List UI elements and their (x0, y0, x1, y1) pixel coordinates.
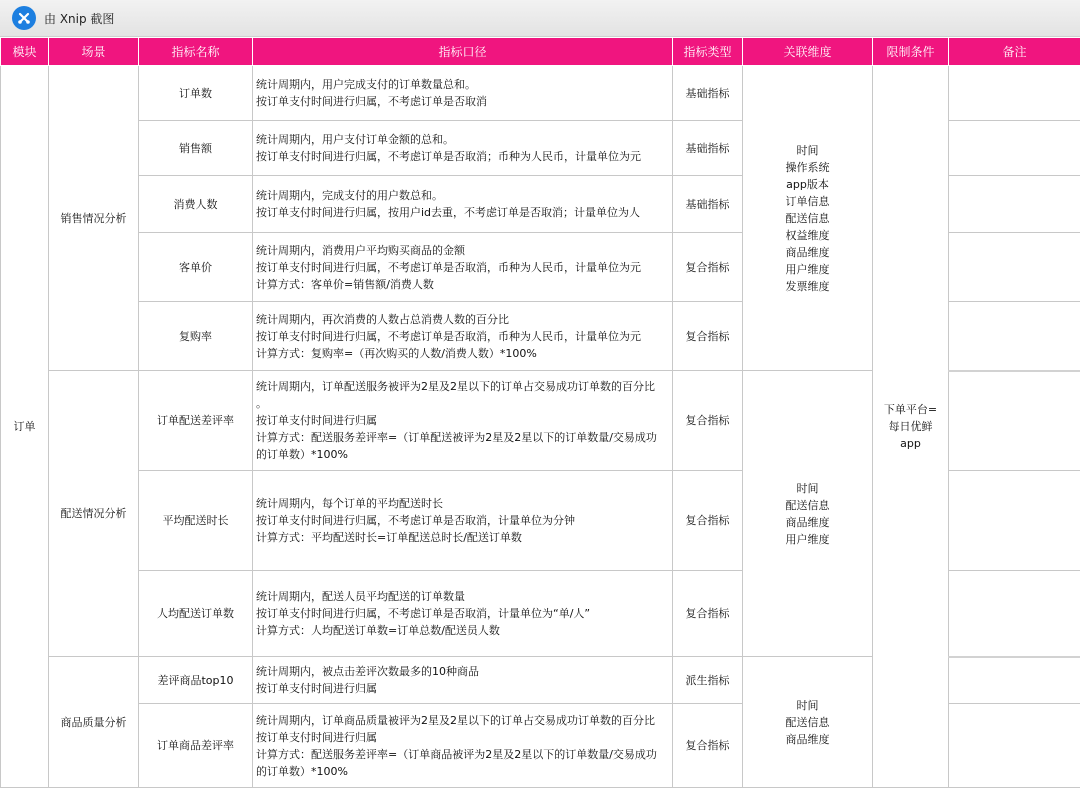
definition-line: 按订单支付时间进行归属 (256, 682, 377, 695)
definition-line: 统计周期内，每个订单的平均配送时长 (256, 497, 443, 510)
metric-definition (253, 176, 673, 233)
dimensions-cell (743, 371, 873, 657)
note-cell[interactable] (949, 176, 1080, 233)
definition-line: 按订单支付时间进行归属，不考虑订单是否取消，币种为人民币，计量单位为元 (256, 260, 641, 274)
dimension-item: 配送信息 (785, 498, 830, 512)
metrics-table (0, 37, 1080, 788)
metric-name: 人均配送订单数 (139, 571, 253, 657)
note-cell[interactable] (949, 571, 1080, 657)
definition-line: 的订单数）*100% (256, 764, 348, 778)
note-cell[interactable] (949, 657, 1080, 704)
metric-type: 复合指标 (673, 302, 743, 371)
definition-line: 统计周期内，订单配送服务被评为2星及2星以下的订单占交易成功订单数的百分比 (256, 380, 655, 393)
definition-line: 统计周期内，用户完成支付的订单数量总和。 (256, 78, 476, 91)
definition-line: 计算方式：配送服务差评率=（订单商品被评为2星及2星以下的订单数量/交易成功 (256, 747, 657, 761)
col-header-metric-type: 指标类型 (673, 38, 743, 66)
note-cell[interactable] (949, 704, 1080, 788)
definition-line: 按订单支付时间进行归属，按用户id去重，不考虑订单是否取消；计量单位为人 (256, 206, 641, 219)
metric-definition (253, 121, 673, 176)
metric-type: 复合指标 (673, 233, 743, 302)
metric-name: 订单配送差评率 (139, 371, 253, 471)
table-row (1, 66, 1080, 121)
dimension-item: app版本 (786, 177, 829, 191)
metric-type: 基础指标 (673, 121, 743, 176)
note-cell[interactable] (949, 371, 1080, 471)
definition-line: 计算方式：配送服务差评率=（订单配送被评为2星及2星以下的订单数量/交易成功 (256, 431, 657, 444)
definition-line: 计算方式：客单价=销售额/消费人数 (256, 277, 434, 291)
definition-line: 按订单支付时间进行归属，不考虑订单是否取消 (256, 95, 487, 108)
col-header-metric-name: 指标名称 (139, 38, 253, 66)
dimension-item: 配送信息 (785, 211, 830, 225)
definition-line: 按订单支付时间进行归属，不考虑订单是否取消，计量单位为“单/人” (256, 607, 591, 620)
note-cell[interactable] (949, 121, 1080, 176)
definition-line: 统计周期内，完成支付的用户数总和。 (256, 189, 443, 202)
xnip-app-icon[interactable] (12, 6, 36, 30)
col-header-note: 备注 (949, 38, 1080, 66)
note-cell[interactable] (949, 233, 1080, 302)
metric-type: 复合指标 (673, 704, 743, 788)
window-titlebar (0, 0, 1080, 37)
dimension-item: 时间 (796, 698, 819, 712)
scene-cell: 配送情况分析 (49, 371, 139, 657)
dimension-item: 订单信息 (785, 194, 830, 208)
metric-name: 平均配送时长 (139, 471, 253, 571)
col-header-dimensions: 关联维度 (743, 38, 873, 66)
metric-type: 派生指标 (673, 657, 743, 704)
metric-definition (253, 571, 673, 657)
metric-name: 订单商品差评率 (139, 704, 253, 788)
definition-line: 。 (256, 397, 267, 410)
metric-type: 基础指标 (673, 66, 743, 121)
dimension-item: 配送信息 (785, 715, 830, 729)
definition-line: 按订单支付时间进行归属，不考虑订单是否取消，币种为人民币，计量单位为元 (256, 329, 641, 343)
col-header-scene: 场景 (49, 38, 139, 66)
dimension-item: 发票维度 (785, 279, 830, 293)
table-header-row (1, 38, 1080, 66)
metric-definition (253, 704, 673, 788)
note-cell[interactable] (949, 302, 1080, 371)
dimension-item: 商品维度 (785, 515, 830, 529)
definition-line: 统计周期内，配送人员平均配送的订单数量 (256, 590, 465, 603)
note-cell[interactable] (949, 471, 1080, 571)
definition-line: 计算方式：复购率=（再次购买的人数/消费人数）*100% (256, 346, 537, 360)
dimension-item: 时间 (796, 481, 819, 495)
definition-line: 计算方式：平均配送时长=订单配送总时长/配送订单数 (256, 531, 522, 544)
col-header-definition: 指标口径 (253, 38, 673, 66)
metric-name: 客单价 (139, 233, 253, 302)
definition-line: 计算方式：人均配送订单数=订单总数/配送员人数 (256, 624, 500, 637)
dimension-item: 操作系统 (785, 160, 830, 174)
metric-name: 复购率 (139, 302, 253, 371)
scene-cell: 商品质量分析 (49, 657, 139, 788)
metric-definition (253, 66, 673, 121)
metric-type: 基础指标 (673, 176, 743, 233)
metric-definition (253, 371, 673, 471)
col-header-limit: 限制条件 (873, 38, 949, 66)
metric-name: 消费人数 (139, 176, 253, 233)
metric-type: 复合指标 (673, 371, 743, 471)
module-cell: 订单 (1, 66, 49, 788)
definition-line: 统计周期内，订单商品质量被评为2星及2星以下的订单占交易成功订单数的百分比 (256, 713, 655, 727)
dimension-item: 商品维度 (785, 245, 830, 259)
dimension-item: 权益维度 (785, 228, 830, 242)
window-title: 由 Xnip 截图 (44, 11, 115, 26)
metric-name: 订单数 (139, 66, 253, 121)
definition-line: 统计周期内，被点击差评次数最多的10种商品 (256, 665, 479, 678)
scene-cell: 销售情况分析 (49, 66, 139, 371)
definition-line: 按订单支付时间进行归属，不考虑订单是否取消，计量单位为分钟 (256, 514, 575, 527)
metric-definition (253, 657, 673, 704)
dimension-item: 时间 (796, 143, 819, 157)
metric-definition (253, 471, 673, 571)
metric-type: 复合指标 (673, 571, 743, 657)
definition-line: 统计周期内，再次消费的人数占总消费人数的百分比 (256, 312, 509, 326)
definition-line: 的订单数）*100% (256, 448, 348, 461)
note-cell[interactable] (949, 66, 1080, 121)
definition-line: 统计周期内，消费用户平均购买商品的金额 (256, 243, 465, 257)
dimension-item: 商品维度 (785, 732, 830, 746)
dimension-item: 用户维度 (785, 532, 830, 546)
metric-type: 复合指标 (673, 471, 743, 571)
dimensions-cell (743, 66, 873, 371)
definition-line: 按订单支付时间进行归属 (256, 414, 377, 427)
metric-name: 销售额 (139, 121, 253, 176)
col-header-module: 模块 (1, 38, 49, 66)
metric-definition (253, 233, 673, 302)
limit-cell: 下单平台=每日优鲜app (873, 66, 949, 788)
definition-line: 统计周期内，用户支付订单金额的总和。 (256, 133, 454, 146)
definition-line: 按订单支付时间进行归属，不考虑订单是否取消；币种为人民币，计量单位为元 (256, 150, 641, 163)
dimension-item: 用户维度 (785, 262, 830, 276)
dimensions-cell (743, 657, 873, 788)
metric-name: 差评商品top10 (139, 657, 253, 704)
definition-line: 按订单支付时间进行归属 (256, 730, 377, 744)
metric-definition (253, 302, 673, 371)
